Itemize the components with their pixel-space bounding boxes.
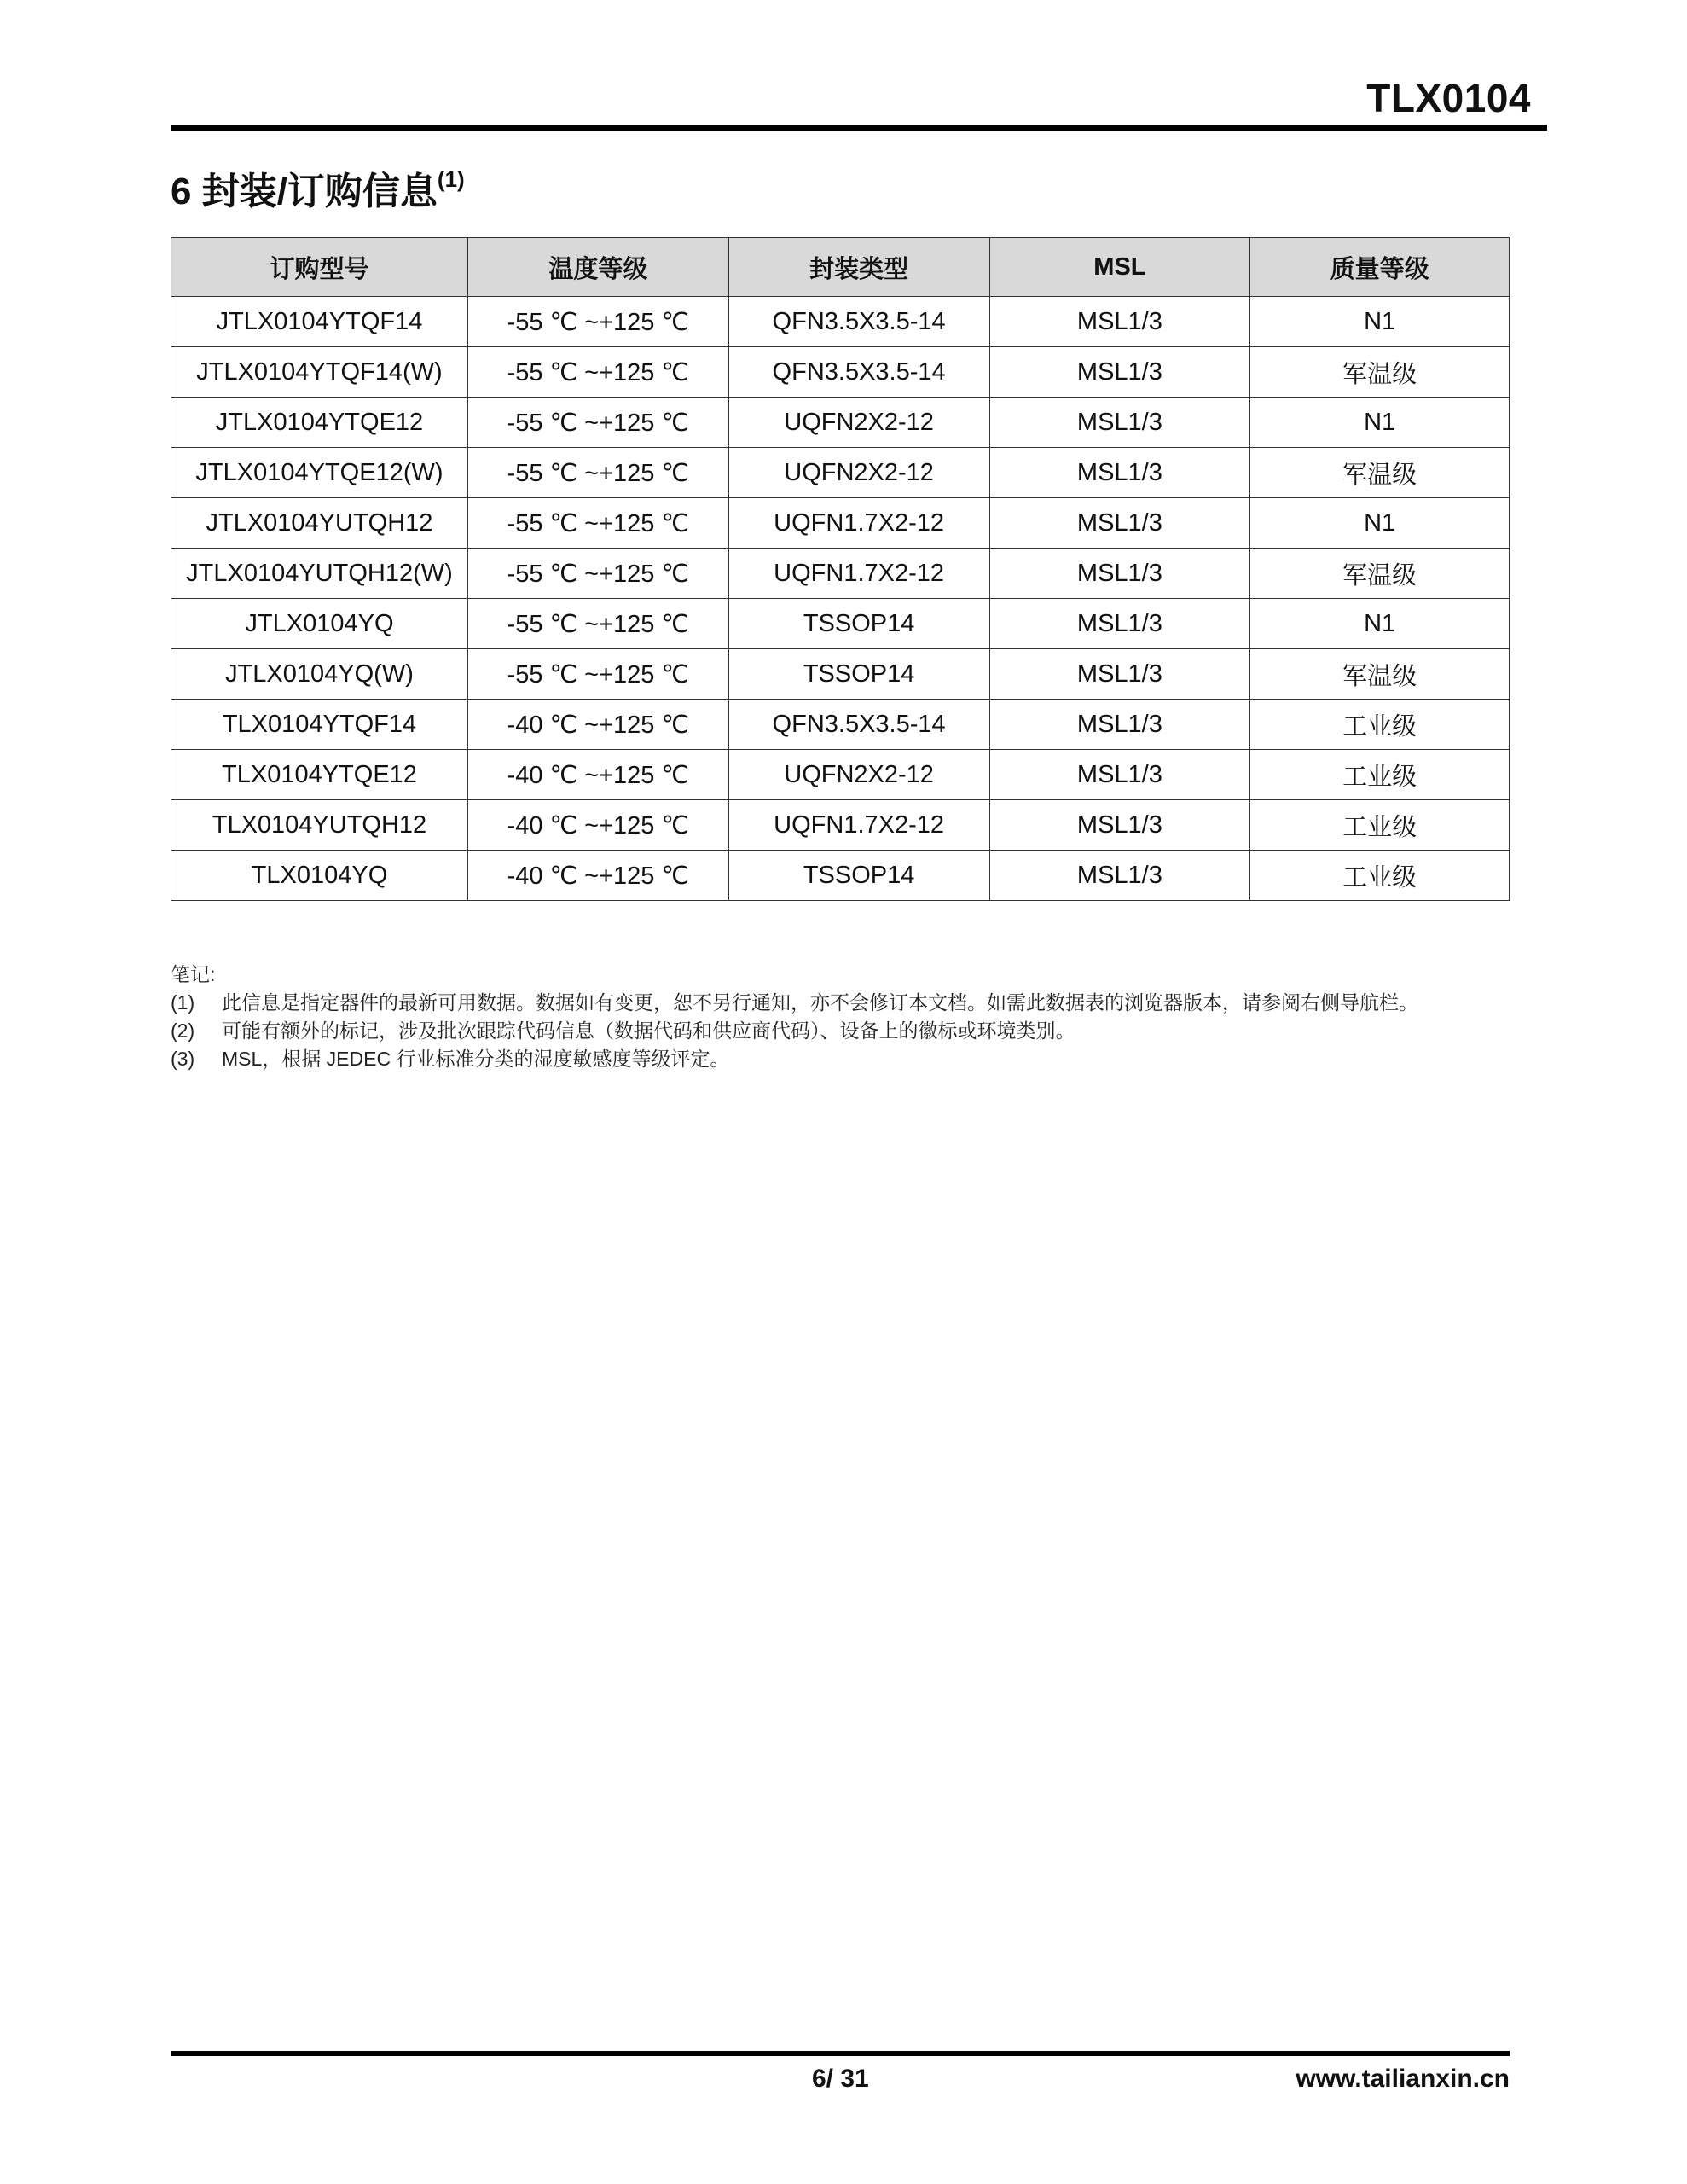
cell-temperature: -55 ℃ ~+125 ℃	[467, 347, 728, 398]
table-row	[171, 498, 1510, 549]
cell-temperature: -55 ℃ ~+125 ℃	[467, 448, 728, 498]
cell-order-model: JTLX0104YQ	[171, 599, 468, 649]
header-package-type: 封装类型	[728, 238, 989, 297]
table-row	[171, 750, 1510, 800]
cell-package: UQFN2X2-12	[728, 448, 989, 498]
cell-package: UQFN1.7X2-12	[728, 498, 989, 549]
cell-temperature: -40 ℃ ~+125 ℃	[467, 750, 728, 800]
note-item	[171, 1017, 1518, 1045]
cell-msl: MSL1/3	[989, 599, 1250, 649]
cell-package: TSSOP14	[728, 599, 989, 649]
cell-order-model: TLX0104YTQE12	[171, 750, 468, 800]
cell-msl: MSL1/3	[989, 851, 1250, 901]
note-number: (1)	[171, 991, 195, 1014]
note-number: (3)	[171, 1048, 195, 1070]
section-title-footnote: (1)	[437, 166, 465, 193]
cell-quality: 军温级	[1250, 649, 1510, 700]
cell-quality: 工业级	[1250, 800, 1510, 851]
table-row	[171, 549, 1510, 599]
cell-order-model: TLX0104YUTQH12	[171, 800, 468, 851]
notes-label: 笔记:	[171, 963, 216, 985]
cell-temperature: -55 ℃ ~+125 ℃	[467, 599, 728, 649]
cell-quality: 工业级	[1250, 851, 1510, 901]
header-order-model: 订购型号	[171, 238, 468, 297]
cell-msl: MSL1/3	[989, 750, 1250, 800]
cell-order-model: JTLX0104YQ(W)	[171, 649, 468, 700]
ordering-table	[171, 237, 1510, 901]
cell-msl: MSL1/3	[989, 549, 1250, 599]
cell-temperature: -55 ℃ ~+125 ℃	[467, 649, 728, 700]
cell-quality: 工业级	[1250, 700, 1510, 750]
document-title: TLX0104	[1366, 76, 1531, 120]
cell-package: QFN3.5X3.5-14	[728, 347, 989, 398]
cell-temperature: -55 ℃ ~+125 ℃	[467, 398, 728, 448]
cell-order-model: JTLX0104YTQE12(W)	[171, 448, 468, 498]
header-temperature-grade: 温度等级	[467, 238, 728, 297]
cell-quality: N1	[1250, 498, 1510, 549]
cell-package: TSSOP14	[728, 851, 989, 901]
cell-order-model: TLX0104YTQF14	[171, 700, 468, 750]
table-row	[171, 851, 1510, 901]
cell-package: UQFN2X2-12	[728, 750, 989, 800]
note-item	[171, 989, 1518, 1017]
cell-quality: N1	[1250, 297, 1510, 347]
header-quality-grade: 质量等级	[1250, 238, 1510, 297]
cell-temperature: -55 ℃ ~+125 ℃	[467, 297, 728, 347]
cell-order-model: JTLX0104YUTQH12(W)	[171, 549, 468, 599]
website-link[interactable]: www.tailianxin.cn	[1296, 2065, 1510, 2093]
cell-order-model: JTLX0104YUTQH12	[171, 498, 468, 549]
cell-quality: N1	[1250, 599, 1510, 649]
table-row	[171, 649, 1510, 700]
cell-quality: 军温级	[1250, 549, 1510, 599]
cell-msl: MSL1/3	[989, 448, 1250, 498]
header-rule	[171, 125, 1547, 131]
cell-quality: N1	[1250, 398, 1510, 448]
cell-msl: MSL1/3	[989, 800, 1250, 851]
cell-quality: 工业级	[1250, 750, 1510, 800]
note-text: MSL，根据 JEDEC 行业标准分类的湿度敏感度等级评定。	[222, 1048, 730, 1070]
table-row	[171, 448, 1510, 498]
table-row	[171, 347, 1510, 398]
header-msl: MSL	[989, 238, 1250, 297]
note-item	[171, 1045, 1518, 1073]
note-text: 可能有额外的标记，涉及批次跟踪代码信息（数据代码和供应商代码）、设备上的徽标或环境类别。	[222, 1019, 1075, 1042]
cell-order-model: TLX0104YQ	[171, 851, 468, 901]
cell-order-model: JTLX0104YTQF14(W)	[171, 347, 468, 398]
cell-temperature: -55 ℃ ~+125 ℃	[467, 498, 728, 549]
cell-package: QFN3.5X3.5-14	[728, 700, 989, 750]
table-row	[171, 398, 1510, 448]
cell-package: UQFN1.7X2-12	[728, 549, 989, 599]
cell-msl: MSL1/3	[989, 297, 1250, 347]
note-text: 此信息是指定器件的最新可用数据。数据如有变更，恕不另行通知，亦不会修订本文档。如需此数据表的浏览器版本，请参阅右侧导航栏。	[222, 991, 1418, 1014]
table-row	[171, 700, 1510, 750]
table-header-row	[171, 238, 1510, 297]
cell-msl: MSL1/3	[989, 498, 1250, 549]
table-row	[171, 599, 1510, 649]
footer-rule	[171, 2051, 1510, 2056]
cell-quality: 军温级	[1250, 347, 1510, 398]
note-number: (2)	[171, 1019, 195, 1042]
cell-temperature: -55 ℃ ~+125 ℃	[467, 549, 728, 599]
cell-temperature: -40 ℃ ~+125 ℃	[467, 700, 728, 750]
table-row	[171, 800, 1510, 851]
table-row	[171, 297, 1510, 347]
cell-order-model: JTLX0104YTQF14	[171, 297, 468, 347]
cell-msl: MSL1/3	[989, 649, 1250, 700]
cell-order-model: JTLX0104YTQE12	[171, 398, 468, 448]
cell-msl: MSL1/3	[989, 398, 1250, 448]
cell-package: UQFN1.7X2-12	[728, 800, 989, 851]
section-title-text: 6 封装/订购信息	[171, 171, 438, 212]
page-number: 6/ 31	[812, 2065, 869, 2093]
cell-temperature: -40 ℃ ~+125 ℃	[467, 851, 728, 901]
cell-msl: MSL1/3	[989, 700, 1250, 750]
cell-msl: MSL1/3	[989, 347, 1250, 398]
notes-section	[171, 961, 1518, 1073]
cell-temperature: -40 ℃ ~+125 ℃	[467, 800, 728, 851]
cell-package: UQFN2X2-12	[728, 398, 989, 448]
cell-quality: 军温级	[1250, 448, 1510, 498]
section-title	[171, 160, 465, 215]
cell-package: QFN3.5X3.5-14	[728, 297, 989, 347]
cell-package: TSSOP14	[728, 649, 989, 700]
